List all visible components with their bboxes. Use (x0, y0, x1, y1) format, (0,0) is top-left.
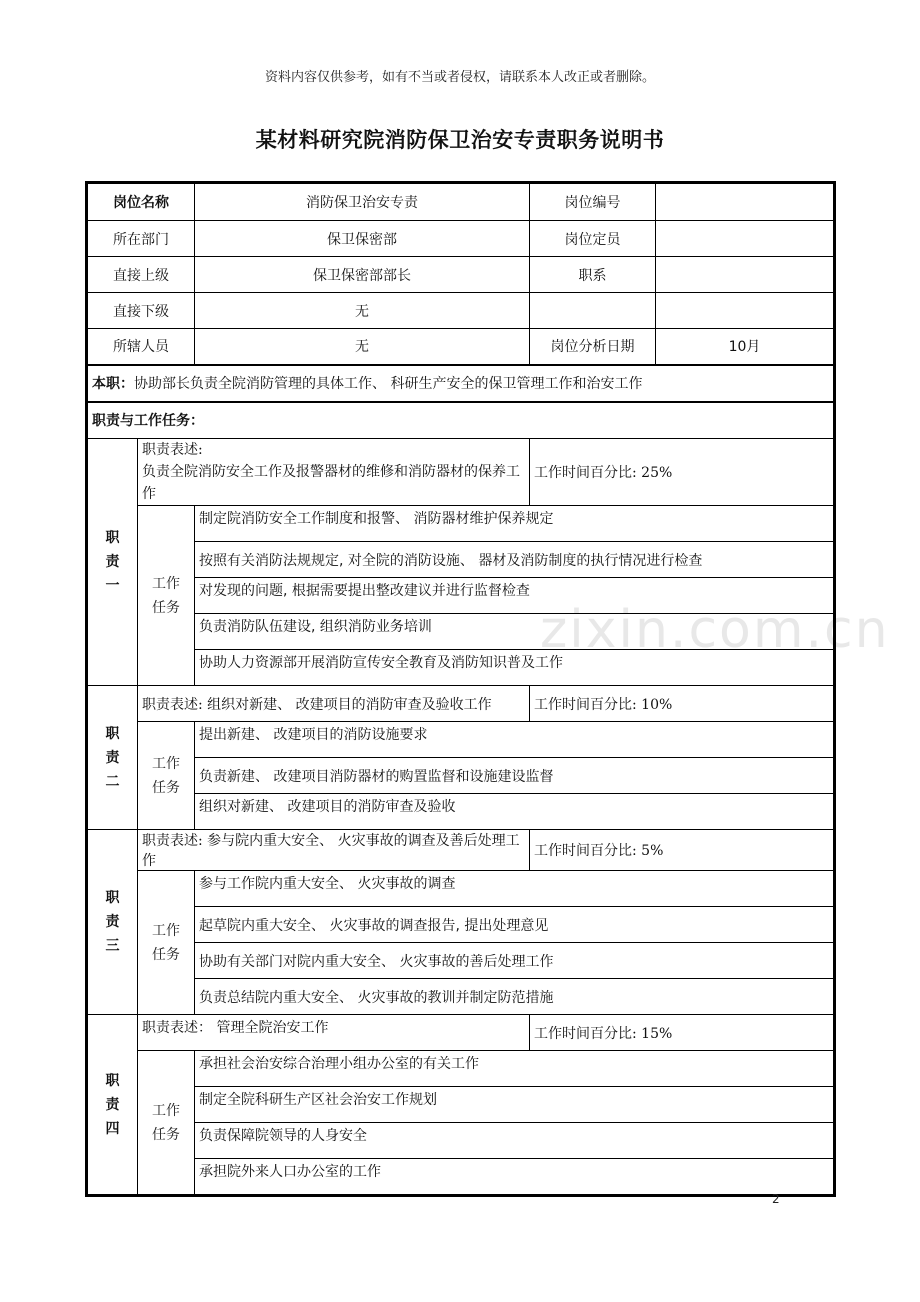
duty-3-description: 职责表述: 参与院内重大安全、 火灾事故的调查及善后处理工作 (138, 830, 530, 871)
duty-2-percent: 工作时间百分比: 10% (530, 686, 834, 722)
duty-3-task-4: 负责总结院内重大安全、 火灾事故的教训并制定防范措施 (195, 979, 834, 1015)
duty-1-task-2: 按照有关消防法规规定, 对全院的消防设施、 器材及消防制度的执行情况进行检查 (195, 542, 834, 578)
duty-1-task-4: 负责消防队伍建设, 组织消防业务培训 (195, 614, 834, 650)
page-number: 2 (772, 1192, 780, 1206)
duty-1-task-1: 制定院消防安全工作制度和报警、 消防器材维护保养规定 (195, 506, 834, 542)
task-row (88, 650, 834, 686)
duty-3-task-1: 参与工作院内重大安全、 火灾事故的调查 (195, 871, 834, 907)
duty-3-task-label: 工作 任务 (138, 871, 195, 1015)
task-row (88, 1159, 834, 1195)
task-row (88, 907, 834, 943)
value-analysis-date: 10月 (656, 329, 834, 365)
label-subordinate: 直接下级 (88, 293, 195, 329)
duty-4-desc-row (88, 1015, 834, 1051)
duty-2-description: 职责表述: 组织对新建、 改建项目的消防审查及验收工作 (138, 686, 530, 722)
task-row (88, 979, 834, 1015)
duty-1-percent: 工作时间百分比: 25% (530, 439, 834, 506)
duty-2-task-1: 提出新建、 改建项目的消防设施要求 (195, 722, 834, 758)
duty-1-name: 职 责 一 (88, 439, 138, 686)
task-row (88, 1087, 834, 1123)
duty-4-task-1: 承担社会治安综合治理小组办公室的有关工作 (195, 1051, 834, 1087)
duty-1-task-3: 对发现的问题, 根据需要提出整改建议并进行监督检查 (195, 578, 834, 614)
task-row (88, 1051, 834, 1087)
job-description-table (87, 183, 834, 1195)
duty-2-desc-row (88, 686, 834, 722)
label-empty (530, 293, 656, 329)
task-row (88, 758, 834, 794)
document-title: 某材料研究院消防保卫治安专责职务说明书 (255, 128, 665, 152)
duty-3-task-3: 协助有关部门对院内重大安全、 火灾事故的善后处理工作 (195, 943, 834, 979)
value-department: 保卫保密部 (195, 221, 530, 257)
duty-1-desc-label: 职责表述: (142, 442, 203, 458)
duty-2-name: 职 责 二 (88, 686, 138, 830)
label-superior: 直接上级 (88, 257, 195, 293)
watermark: zixin.com.cn (540, 600, 890, 660)
label-position-code: 岗位编号 (530, 184, 656, 221)
duty-4-task-4: 承担院外来人口办公室的工作 (195, 1159, 834, 1195)
label-position-name: 岗位名称 (88, 184, 195, 221)
core-row (88, 365, 834, 402)
label-staff: 所辖人员 (88, 329, 195, 365)
duty-2-task-label: 工作 任务 (138, 722, 195, 830)
core-text: 协助部长负责全院消防管理的具体工作、 科研生产安全的保卫管理工作和治安工作 (134, 376, 643, 392)
info-row (88, 329, 834, 365)
task-row (88, 542, 834, 578)
duty-4-description: 职责表述： 管理全院治安工作 (138, 1015, 530, 1051)
duty-3-task-2: 起草院内重大安全、 火灾事故的调查报告, 提出处理意见 (195, 907, 834, 943)
task-row (88, 578, 834, 614)
duty-2-task-2: 负责新建、 改建项目消防器材的购置监督和设施建设监督 (195, 758, 834, 794)
info-row (88, 293, 834, 329)
value-job-family (656, 257, 834, 293)
duty-3-name: 职 责 三 (88, 830, 138, 1015)
duty-3-percent: 工作时间百分比: 5% (530, 830, 834, 871)
info-row (88, 221, 834, 257)
info-row (88, 257, 834, 293)
value-subordinate: 无 (195, 293, 530, 329)
task-row (88, 614, 834, 650)
value-staff: 无 (195, 329, 530, 365)
duties-heading-row (88, 402, 834, 439)
value-position-code (656, 184, 834, 221)
core-responsibility (88, 365, 834, 402)
duty-1-task-label: 工作 任务 (138, 506, 195, 686)
duty-2-task-3: 组织对新建、 改建项目的消防审查及验收 (195, 794, 834, 830)
task-row (88, 722, 834, 758)
duty-1-desc-row (88, 439, 834, 506)
duty-4-task-label: 工作 任务 (138, 1051, 195, 1195)
value-headcount (656, 221, 834, 257)
value-position-name: 消防保卫治安专责 (195, 184, 530, 221)
duty-4-percent: 工作时间百分比: 15% (530, 1015, 834, 1051)
task-row (88, 943, 834, 979)
duty-3-desc-row (88, 830, 834, 871)
task-row (88, 794, 834, 830)
duty-4-name: 职 责 四 (88, 1015, 138, 1195)
duty-4-task-3: 负责保障院领导的人身安全 (195, 1123, 834, 1159)
duties-heading: 职责与工作任务： (88, 402, 834, 439)
duty-1-task-5: 协助人力资源部开展消防宣传安全教育及消防知识普及工作 (195, 650, 834, 686)
task-row (88, 506, 834, 542)
label-job-family: 职系 (530, 257, 656, 293)
value-empty (656, 293, 834, 329)
label-department: 所在部门 (88, 221, 195, 257)
task-row (88, 1123, 834, 1159)
label-analysis-date: 岗位分析日期 (530, 329, 656, 365)
disclaimer-text: 资料内容仅供参考，如有不当或者侵权，请联系本人改正或者删除。 (264, 70, 655, 85)
value-superior: 保卫保密部部长 (195, 257, 530, 293)
core-label: 本职： (92, 376, 134, 392)
info-row (88, 184, 834, 221)
task-row (88, 871, 834, 907)
duty-1-desc-text: 负责全院消防安全工作及报警器材的维修和消防器材的保养工作 (142, 464, 520, 502)
duty-1-description (138, 439, 530, 506)
duty-4-task-2: 制定全院科研生产区社会治安工作规划 (195, 1087, 834, 1123)
label-headcount: 岗位定员 (530, 221, 656, 257)
